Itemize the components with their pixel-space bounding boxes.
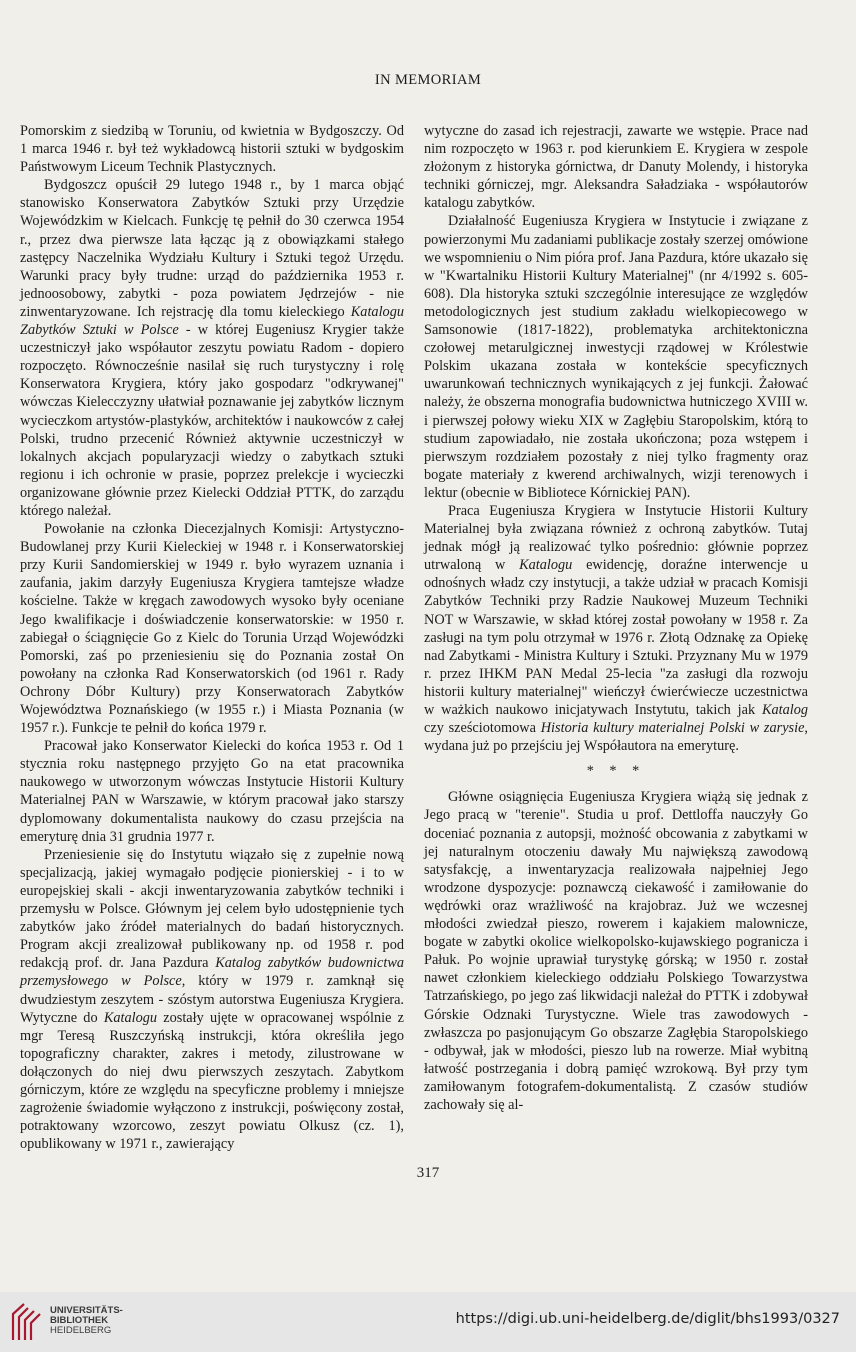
italic-title: Katalogu — [519, 557, 573, 574]
italic-title: Katalogu — [103, 1009, 158, 1026]
left-column — [20, 122, 404, 1153]
library-logo-icon[interactable] — [10, 1300, 44, 1344]
paragraph — [424, 502, 808, 755]
text-run: , wydana już po przejściu jej Współautora na emeryturę. — [424, 720, 808, 755]
italic-title: Katalog — [761, 702, 809, 718]
text-run: , który w 1979 r. zamknął się dwudziestym zeszytem - szóstym autorstwa Eugeniusza Krygiera. Wytyczne do — [20, 973, 404, 1026]
paragraph: wytyczne do zasad ich rejestracji, zawarte we wstępie. Prace nad nim rozpoczęto w 1963 r. pod kierunkiem E. Krygiera w zespole złożonym z historyka górnictwa, dr Danuty Molendy, i historyka techniki górniczej, mgr. Aleksandra Saładziaka - współautorów katalogu zabytków. — [424, 123, 808, 212]
italic-title: Historia kultury materialnej Polski w zarysie — [540, 720, 805, 737]
library-line: HEIDELBERG — [50, 1325, 112, 1336]
paragraph — [20, 846, 404, 1154]
text-run: Bydgoszcz opuścił 29 lutego 1948 r., by 1 marca objąć stanowisko Konserwatora Zabytków Sztuki przy Urzędzie Wojewódzkim w Kielcach. Funkcję tę pełnił do 30 czerwca 1954 r., przez dwa pierwsze lata łącząc ją z obowiązkami stałego zastępcy Naczelnika Wydziału Kultury i Sztuki tegoż Urzędu. Warunki pracy były trudne: urząd do października 1953 r. jednoosobowy, zabytki - poza powiatem Jędrzejów - nie zinwentaryzowane. Ich rejstrację dla tomu kieleckiego — [20, 177, 404, 320]
right-column — [424, 122, 808, 1114]
section-separator: * * * — [586, 763, 646, 780]
paragraph: Pracował jako Konserwator Kielecki do końca 1953 r. Od 1 stycznia roku następnego przyjęto Go na etat pracownika naukowego w utworzonym wówczas Instytucie Historii Kultury Materialnej PAN w Warszawie, w którym pracował jako starszy dyplomowany dokumentalista naukowy do czasu przejścia na emeryturę dnia 31 grudnia 1977 r. — [20, 738, 404, 845]
text-run: czy sześciotomowa — [424, 720, 536, 737]
paragraph: Pomorskim z siedzibą w Toruniu, od kwietnia w Bydgoszczy. Od 1 marca 1946 r. był też wykładowcą historii sztuki w bydgoskim Państwowym Liceum Technik Plastycznych. — [20, 123, 404, 176]
library-line: UNIVERSITÄTS- — [50, 1305, 123, 1316]
paragraph: Powołanie na członka Diecezjalnych Komisji: Artystyczno-Budowlanej przy Kurii Kieleckiej w 1948 r. i Konserwatorskiej przy Kurii Sandomierskiej w 1949 r. było wyrazem uznania i zaufania, jakim darzyły Eugeniusza Krygiera tamtejsze władze kościelne. Także w kręgach zawodowych wysoko były oceniane Jego kwalifikacje i doświadczenie konserwatorskie: w 1950 r. zabiegał o ściągnięcie Go z Kielc do Torunia Urząd Wojewódzki Pomorski, zaś po przeniesieniu się do Poznania został On powołany na członka Rad Konserwatorskich (od 1961 r. Rady Ochrony Dóbr Kultury) przy Konserwatorach Zabytków Województwa Poznańskiego (w 1955 r.) i Miasta Poznania (w 1957 r.). Funkcje te pełnił do końca 1979 r. — [20, 521, 404, 737]
paragraph: Główne osiągnięcia Eugeniusza Krygiera wiążą się jednak z Jego pracą w "terenie". Studia u prof. Dettloffa nauczyły Go doceniać poznania z autopsji, możność obcowania z zabytkami w jej naturalnym otoczeniu dawały Mu największą zawodową satysfakcję, a inwentaryzacja realizowała najpełniej Jego wrodzone dyspozycje: poznawczą ciekawość i zamiłowanie do wędrówki oraz wrażliwość na krajobraz. Już we wczesnej młodości zwiedzał pieszo, rowerem i kajakiem malownicze, bogate w zabytki okolice wielkopolsko-kujawskiego pogranicza i Pałuk. Po wojnie uprawiał turystykę górską; w 1950 r. został nawet członkiem kieleckiego oddziału Polskiego Towarzystwa Tatrzańskiego, po jego zaś likwidacji należał do PTTK i zdobywał Górskie Odznaki Turystyczne. Wiele tras zawodowych - zwłaszcza po pasjonującym Go obszarze Zagłębia Staropolskiego - odbywał, jak w młodości, pieszo lub na rowerze. Miał wybitną łatwość postrzegania i dobrą pamięć wzrokową. Był przy tym zamiłowanym fotografem-dokumentalistą. Z czasów studiów zachowały się al- — [424, 789, 808, 1113]
text-run: ewidencję, doraźne interwencje u odnośnych władz czy instytucji, a także udział w pracach Komisji Zabytków Techniki przy Radzie Naukowej Muzeum Techniki NOT w Warszawie, w skład której został powołany w 1958 r. Za zasługi na tym polu otrzymał w 1976 r. Złotą Odznakę za Opiekę nad Zabytkami - Ministra Kultury i Sztuki. Przyznany Mu w 1979 r. przez IHKM PAN Medal 25-lecia "za zasługi dla rozwoju historii kultury materialnej" wieńczył ćwierćwiecze uczestnictwa w ważkich naukowo inicjatywach Instytutu, takich jak — [424, 557, 808, 718]
library-name — [50, 1306, 123, 1336]
page-number: 317 — [416, 1165, 440, 1181]
italic-title: Katalog zabytków budownictwa przemysłowego w Polsce — [20, 955, 405, 990]
library-line: BIBLIOTHEK — [50, 1315, 109, 1326]
text-run: zostały ujęte w opracowanej wspólnie z mgr Teresą Ruszczyńską instrukcji, która określiła jego topograficzny charakter, zakres i metody, zilustrowane w dołączonych do niej dwu pierwszych zeszytach. Zabytkom górniczym, które ze względu na specyficzne problemy i mniejsze zagrożenie świadomie wyłączono z instrukcji, poświęcony został, potraktowany wzorcowo, zeszyt powiatu Olkusz (cz. 1), opublikowany w 1971 r., zawierający — [20, 1009, 404, 1153]
permalink-url[interactable]: https://digi.ub.uni-heidelberg.de/diglit/bhs1993/0327 — [455, 1311, 840, 1327]
paragraph: Działalność Eugeniusza Krygiera w Instytucie i związane z powierzonymi Mu zadaniami publikacje zostały szerzej omówione we wspomnieniu o Nim pióra prof. Jana Pazdura, które ukazało się w "Kwartalniku Historii Kultury Materialnej" (nr 4/1992 s. 605-608). Dla historyka sztuki szczególnie interesujące ze względów metodologicznych jest studium zakładu wielkopiecowego w Samsonowie (1817-1822), problematyka architektoniczna czołowej metarulgicznej inwestycji rządowej w Królestwie Polskim ukazana została w kontekście specyficznych uwarunkowań technicznych wynikających z jej funkcji. Żałować należy, że obszerna monografia budownictwa hutniczego XVIII w. i pierwszej połowy wieku XIX w Zagłębiu Staropolskim, którą to studium zapowiadało, nie została ukończona; poza wstępem i pierwszym rozdziałem pozostały z niej tylko fragmenty oraz bogate materiały z kwerend archiwalnych, wizji terenowych i lektur (obecnie w Bibliotece Kórnickiej PAN). — [424, 213, 808, 501]
text-run: Praca Eugeniusza Krygiera w Instytucie Historii Kultury Materialnej była związana również z ochroną zabytków. Tutaj jednak mógł ją realizować tylko pośrednio: głównie poprzez utrwaloną w — [424, 502, 808, 574]
viewer-footer — [0, 1292, 856, 1352]
text-run: - w której Eugeniusz Krygier także uczestniczył jako współautor zeszytu powiatu Radom - dopiero rozpoczęto. Równocześnie nasilał się ruch turystyczny i rolę Konserwatora Krygiera, który jako gospodarz "odkrywanej" wówczas Kielecczyzny ułatwiał poznawanie jej zabytków licznym wycieczkom artystów-plastyków, architektów i naukowców z całej Polski, trudno przecenić Również aktywnie uczestniczył w lokalnych akcjach popularyzacji wiedzy o zabytkach sztuki regionu i ich ochronie w prasie, poprzez prelekcje i wycieczki organizowane głównie przez Kielecki Oddział PTTK, do zarządu którego należał. — [20, 322, 404, 519]
italic-title: Katalogu Zabytków Sztuki w Polsce — [20, 303, 404, 339]
running-head: IN MEMORIAM — [374, 72, 482, 88]
paragraph — [20, 176, 404, 520]
text-run: Przeniesienie się do Instytutu wiązało się z zupełnie nową specjalizacją, jakiej wymagało podjęcie pionierskiej - i to w europejskiej skali - akcji inwentaryzowania zabytków techniki i przemysłu w Polsce. Głównym jej celem było udostępnienie tych zabytków jako źródeł materialnych do badań historycznych. Program akcji zrealizował publikowany np. od 1958 r. pod redakcją prof. dr. Jana Pazdura — [20, 846, 404, 972]
